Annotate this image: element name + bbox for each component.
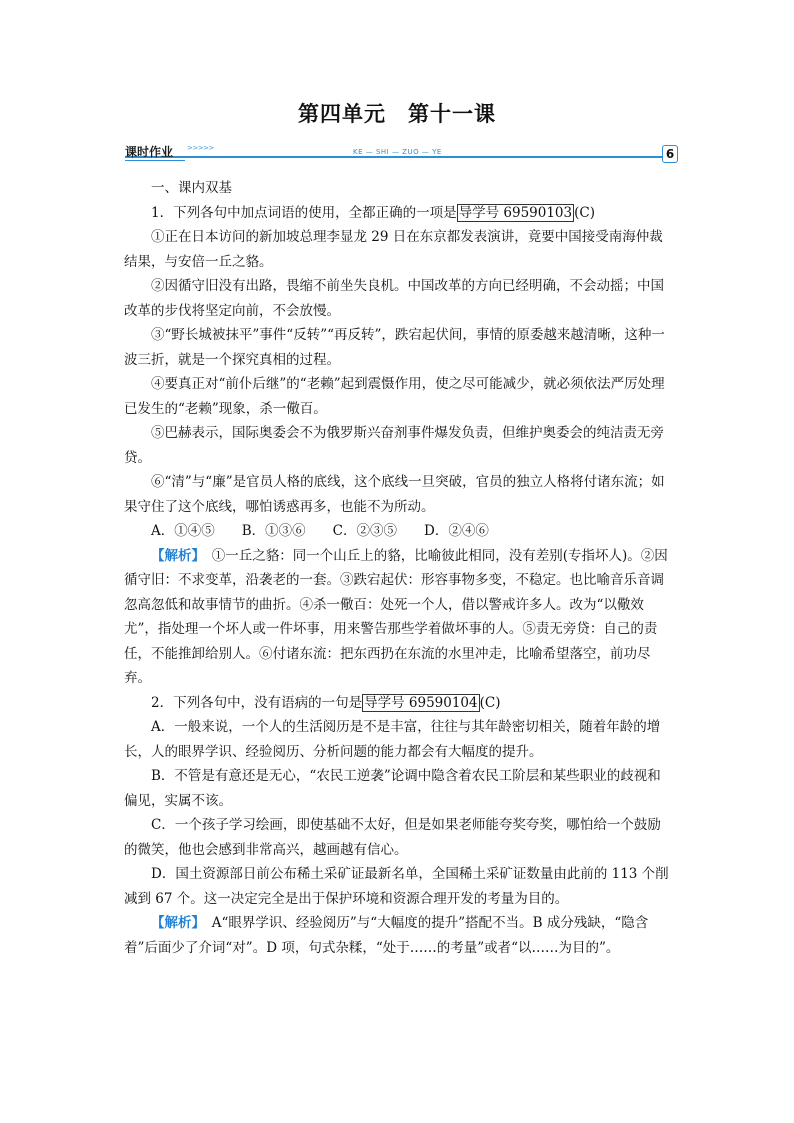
question-id: 导学号 69590103 bbox=[458, 204, 573, 221]
sentence-6: ⑥“清”与“廉”是官员人格的底线，这个底线一旦突破，官员的独立人格将付诸东流；如果守住了这个底线，哪怕诱惑再多，也能不为所动。 bbox=[124, 474, 665, 515]
banner-number-badge: 6 bbox=[662, 145, 678, 163]
sentence-5: ⑤巴赫表示，国际奥委会不为俄罗斯兴奋剂事件爆发负责，但维护奥委会的纯洁责无旁贷。 bbox=[124, 425, 664, 466]
question-2-stem: 2．下列各句中，没有语病的一句是 导学号 69590104 (C) bbox=[151, 694, 501, 711]
page-title bbox=[0, 98, 794, 128]
question-1-options: A．①④⑤ B．①③⑥ C．②③⑤ D．②④⑥ bbox=[151, 523, 489, 539]
sentence-3: ③“野长城被抹平”事件“反转”“再反转”，跌宕起伏间，事情的原委越来越清晰，这种一波三折，就是一个探究真相的过程。 bbox=[124, 327, 665, 368]
question-answer: (C) bbox=[574, 204, 595, 221]
title-lesson: 第十一课 bbox=[408, 102, 496, 126]
sentence-2: ②因循守旧没有出路，畏缩不前坐失良机。中国改革的方向已经明确，不会动摇；中国改革的步伐将坚定向前，不会放慢。 bbox=[124, 278, 664, 319]
option-c: C．一个孩子学习绘画，即使基础不太好，但是如果老师能夸奖夸奖，哪怕给一个鼓励的微笑，他也会感到非常高兴，越画越有信心。 bbox=[124, 817, 661, 858]
banner-tag: 课时作业 bbox=[125, 145, 174, 159]
banner-pinyin: KE — SHI — ZUO — YE bbox=[353, 148, 442, 156]
sentence-1: ①正在日本访问的新加坡总理李显龙 29 日在东京都发表演讲，竟要中国接受南海仲裁结果，与安倍一丘之貉。 bbox=[124, 229, 663, 270]
sentence-4: ④要真正对“前仆后继”的“老赖”起到震慑作用，使之尽可能减少，就必须依法严厉处理已发生的“老赖”现象，杀一儆百。 bbox=[124, 376, 665, 417]
document-body bbox=[124, 176, 673, 960]
question-1-analysis: 【解析】 ①一丘之貉：同一个山丘上的貉，比喻彼此相同，没有差别(专指坏人)。②因循守旧：不求变革，沿袭老的一套。③跌宕起伏：形容事物多变，不稳定。也比喻音乐音调忽高忽低和故事情节的曲折。④杀一儆百：处死一个人，借以警戒许多人。改为“以儆效尤”，指处理一个坏人或一件坏事，用来警告那些学着做坏事的人。⑤责无旁贷：自己的责任，不能推卸给别人。⑥付诸东流：把东西扔在东流的水里冲走，比喻希望落空，前功尽弃。 bbox=[124, 547, 668, 686]
question-1-stem: 1．下列各句中加点词语的使用，全都正确的一项是 导学号 69590103 (C) bbox=[151, 204, 595, 221]
homework-banner bbox=[125, 143, 678, 165]
analysis-label: 【解析】 bbox=[151, 547, 199, 564]
banner-line bbox=[125, 156, 662, 158]
question-answer: (C) bbox=[479, 694, 501, 711]
section-heading: 一、课内双基 bbox=[151, 180, 232, 196]
title-unit: 第四单元 bbox=[298, 102, 386, 126]
question-id: 导学号 69590104 bbox=[364, 694, 478, 711]
option-d: D．国土资源部日前公布稀土采矿证最新名单，全国稀土采矿证数量由此前的 113 个削减到 67 个。这一决定完全是出于保护环境和资源合理开发的考量为目的。 bbox=[124, 866, 669, 907]
option-a: A．一般来说，一个人的生活阅历是不是丰富，往往与其年龄密切相关，随着年龄的增长，人的眼界学识、经验阅历、分析问题的能力都会有大幅度的提升。 bbox=[124, 719, 661, 760]
option-b: B．不管是有意还是无心，“农民工逆袭”论调中隐含着农民工阶层和某些职业的歧视和偏见，实属不该。 bbox=[124, 768, 661, 809]
question-2-analysis: 【解析】 A“眼界学识、经验阅历”与“大幅度的提升”搭配不当。B 成分残缺，“隐含着”后面少了介词“对”。D 项，句式杂糅，“处于……的考量”或者“以……为目的”。 bbox=[124, 915, 649, 956]
banner-arrows: >>>>> bbox=[187, 144, 214, 152]
analysis-label: 【解析】 bbox=[151, 915, 199, 931]
